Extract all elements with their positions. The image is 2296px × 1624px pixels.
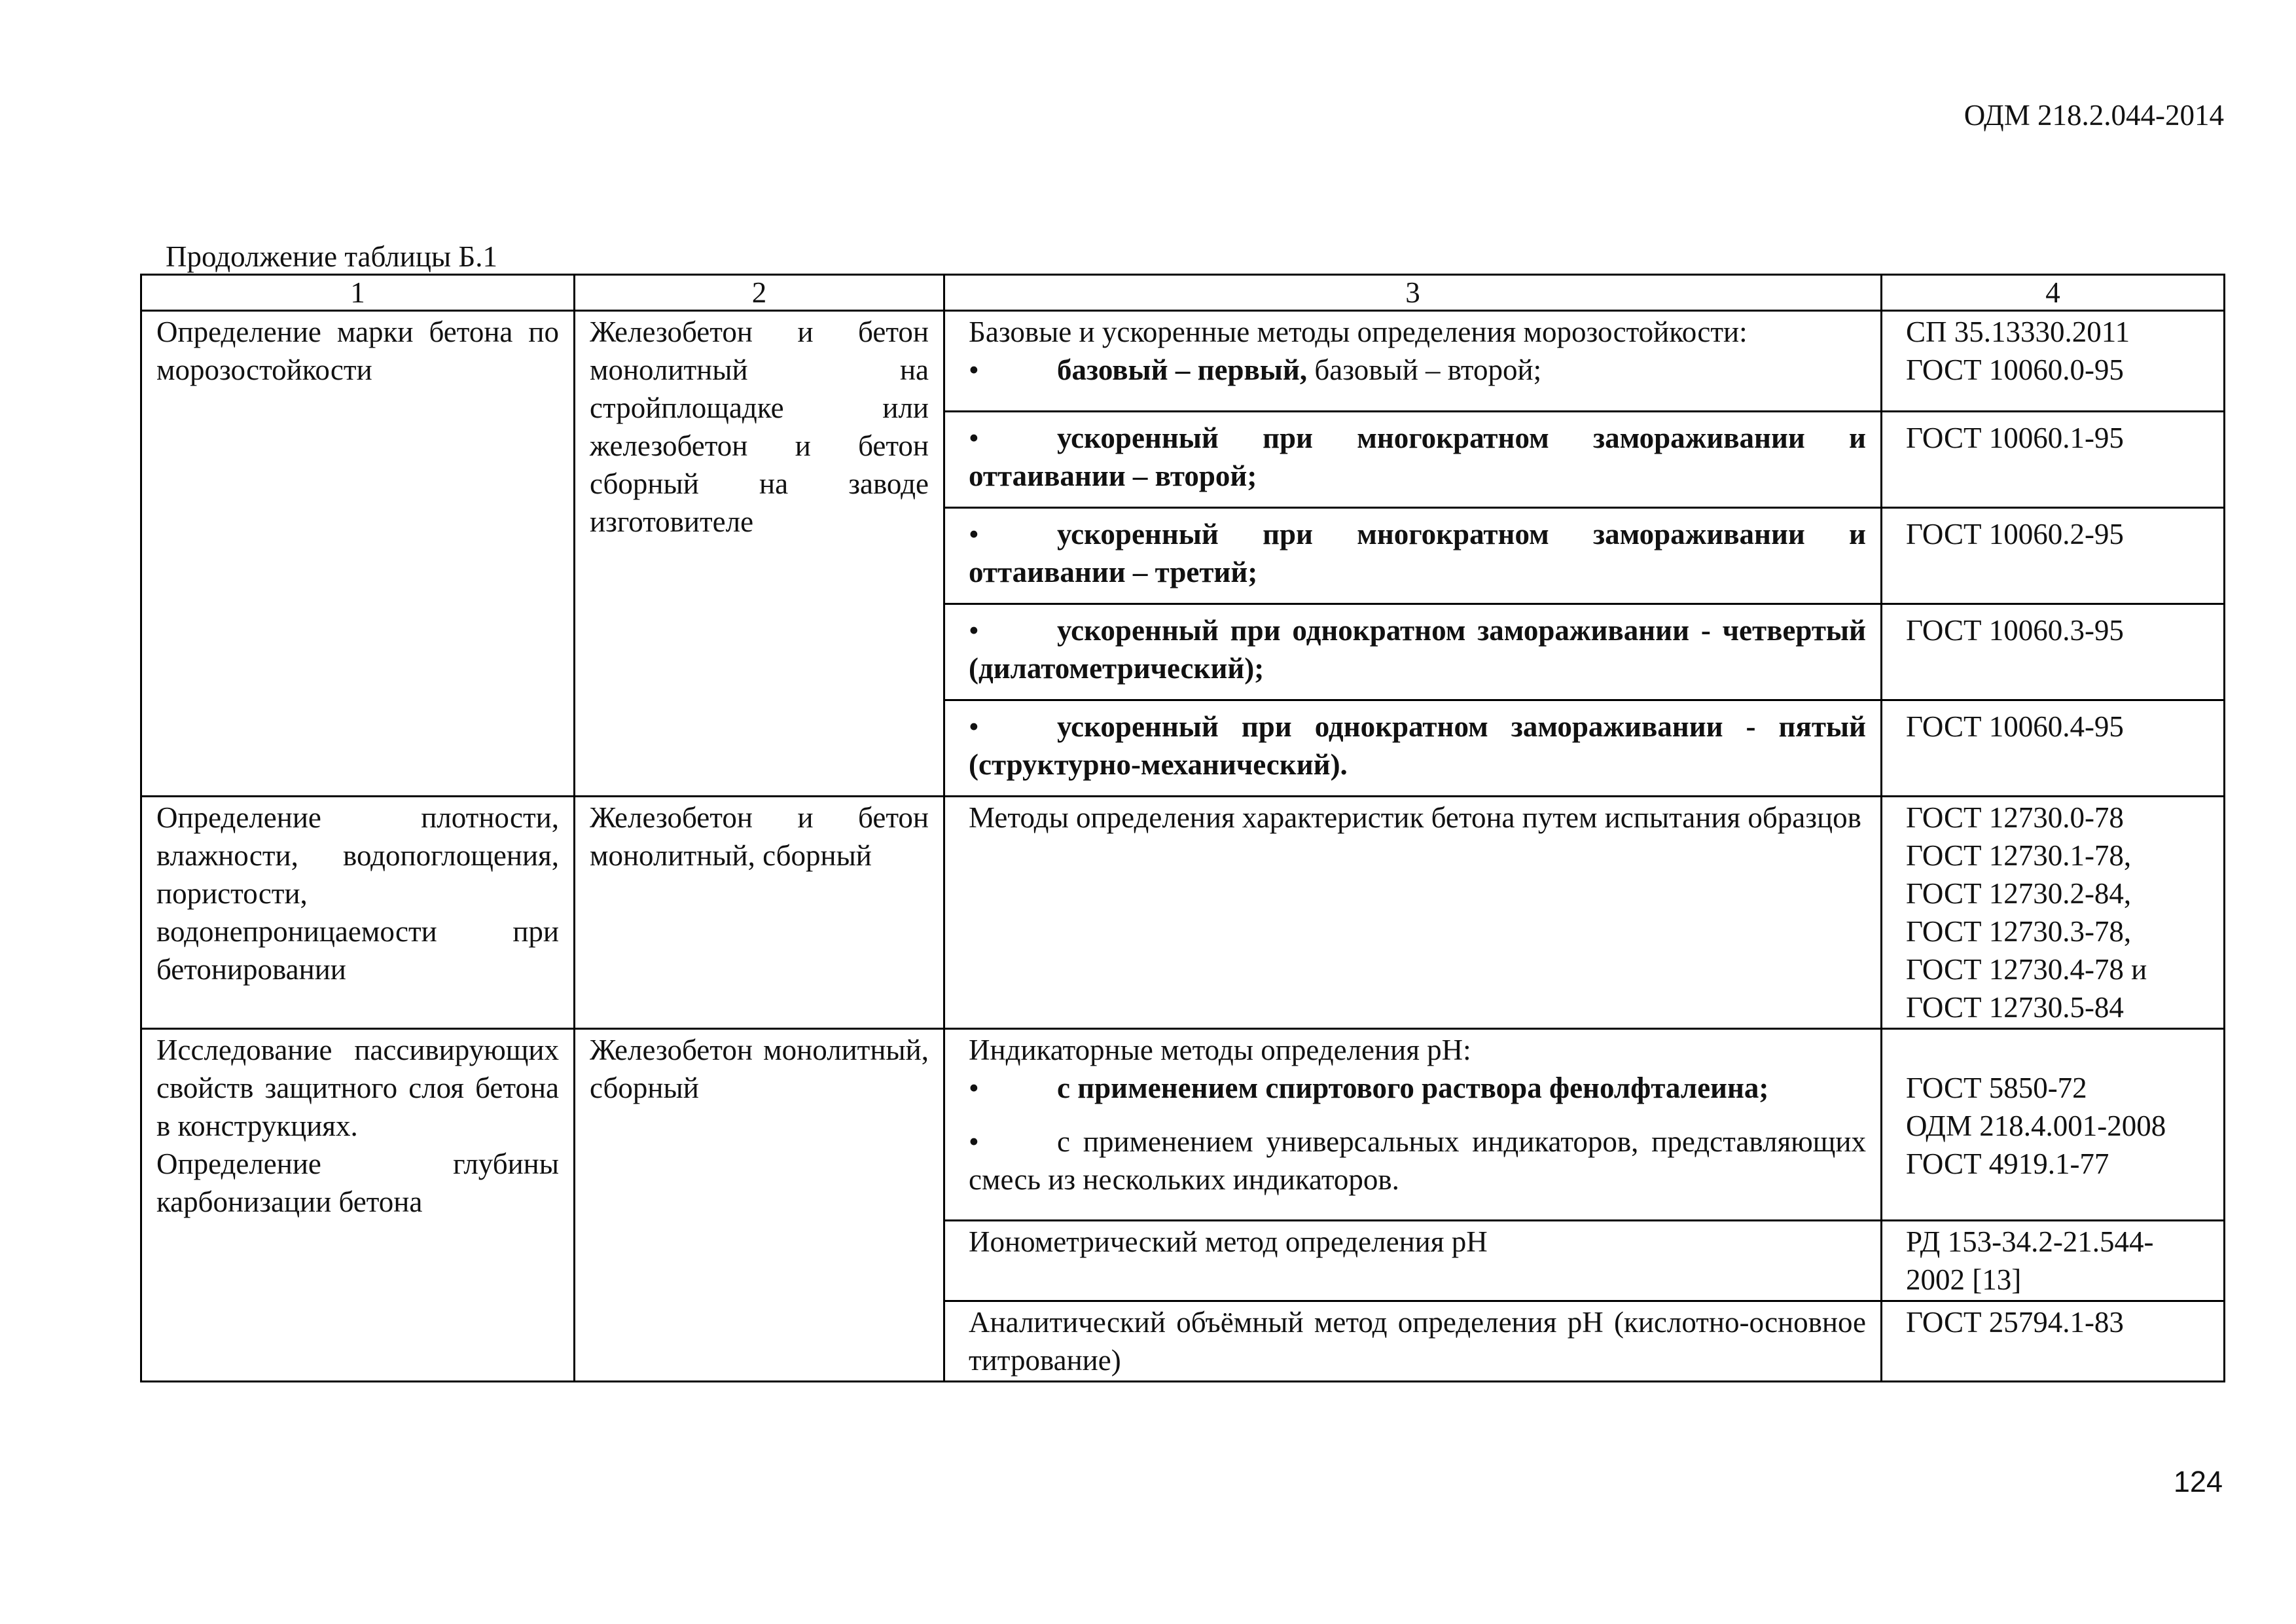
- standard-ref: ГОСТ 10060.2-95: [1906, 518, 2124, 550]
- construction-type-cell: Железобетон и бетон монолитный, сборный: [575, 797, 944, 1029]
- standard-ref: ГОСТ 10060.1-95: [1906, 422, 2124, 454]
- method-cell: Методы определения характеристик бетона путем испытания образцов: [944, 797, 1882, 1029]
- standard-ref: ГОСТ 12730.3-78,: [1906, 915, 2132, 948]
- method-intro: Базовые и ускоренные методы определения морозостойкости:: [969, 316, 1748, 348]
- table-caption: Продолжение таблицы Б.1: [166, 240, 497, 273]
- bullet-icon: •: [969, 710, 979, 743]
- bullet-icon: •: [969, 518, 979, 550]
- method-cell: [944, 508, 1882, 604]
- standard-cell: [1882, 412, 2225, 508]
- method-normal-text: базовый – второй;: [1307, 353, 1542, 386]
- bullet-icon: •: [969, 614, 979, 647]
- standard-ref: ГОСТ 10060.3-95: [1906, 614, 2124, 647]
- standard-cell: [1882, 604, 2225, 700]
- work-type-cell: Определение марки бетона по морозостойкости: [141, 311, 575, 797]
- standard-ref: ГОСТ 5850-72: [1906, 1072, 2087, 1104]
- work-type-cell: Определение плотности, влажности, водопоглощения, пористости, водонепроницаемости при бетонировании: [141, 797, 575, 1029]
- method-cell: [944, 412, 1882, 508]
- standard-cell: [1882, 508, 2225, 604]
- document-code: ОДМ 218.2.044-2014: [1964, 99, 2224, 132]
- standard-cell: [1882, 311, 2225, 412]
- bullet-icon: •: [969, 1072, 979, 1104]
- table-row: [141, 797, 2225, 1029]
- standard-cell: [1882, 797, 2225, 1029]
- method-intro: Индикаторные методы определения рН:: [969, 1034, 1471, 1066]
- table-row: [141, 311, 2225, 412]
- table-row: [141, 1029, 2225, 1221]
- work-type-text: Исследование пассивирующих свойств защитного слоя бетона в конструкциях.: [156, 1034, 559, 1142]
- construction-type-cell: Железобетон монолитный, сборный: [575, 1029, 944, 1382]
- standard-ref: ГОСТ 12730.1-78,: [1906, 839, 2132, 872]
- page-number: 124: [2173, 1465, 2223, 1498]
- method-bold-text: ускоренный при однократном замораживании - четвертый (дилатометрический);: [969, 614, 1866, 685]
- bullet-icon: •: [969, 353, 979, 386]
- methods-table: [140, 274, 2225, 1382]
- standard-cell: [1882, 1029, 2225, 1221]
- work-type-text: Определение глубины карбонизации бетона: [156, 1147, 559, 1218]
- method-cell: [944, 700, 1882, 797]
- column-header-3: 3: [944, 275, 1882, 311]
- standard-ref: ГОСТ 10060.4-95: [1906, 710, 2124, 743]
- method-bold-text: ускоренный при многократном замораживании и оттаивании – третий;: [969, 518, 1866, 588]
- method-bold-text: ускоренный при многократном замораживании и оттаивании – второй;: [969, 422, 1866, 492]
- method-bold-text: базовый – первый,: [1057, 353, 1308, 386]
- standard-cell: [1882, 700, 2225, 797]
- method-bold-text: ускоренный при однократном замораживании - пятый (структурно-механический).: [969, 710, 1866, 781]
- standard-cell: РД 153-34.2-21.544-2002 [13]: [1882, 1221, 2225, 1301]
- table-header-row: [141, 275, 2225, 311]
- method-bold-text: с применением спиртового раствора фенолфталеина;: [1057, 1072, 1769, 1104]
- bullet-icon: •: [969, 1125, 979, 1158]
- standard-cell: ГОСТ 25794.1-83: [1882, 1301, 2225, 1382]
- construction-type-cell: Железобетон и бетон монолитный на стройплощадке или железобетон и бетон сборный на заводе изготовителе: [575, 311, 944, 797]
- work-type-cell: [141, 1029, 575, 1382]
- method-normal-text: с применением универсальных индикаторов, представляющих смесь из нескольких индикаторов.: [969, 1125, 1866, 1196]
- method-cell: [944, 604, 1882, 700]
- column-header-2: 2: [575, 275, 944, 311]
- standard-ref: ОДМ 218.4.001-2008: [1906, 1110, 2166, 1142]
- standard-ref: ГОСТ 4919.1-77: [1906, 1147, 2109, 1180]
- column-header-1: 1: [141, 275, 575, 311]
- method-cell: [944, 1029, 1882, 1221]
- standard-ref: ГОСТ 12730.0-78: [1906, 801, 2124, 834]
- method-cell: Ионометрический метод определения рН: [944, 1221, 1882, 1301]
- method-cell: Аналитический объёмный метод определения рН (кислотно-основное титрование): [944, 1301, 1882, 1382]
- standard-ref: ГОСТ 12730.4-78 и: [1906, 953, 2147, 986]
- bullet-icon: •: [969, 422, 979, 454]
- standard-ref: СП 35.13330.2011: [1906, 316, 2130, 348]
- column-header-4: 4: [1882, 275, 2225, 311]
- standard-ref: ГОСТ 12730.2-84,: [1906, 877, 2132, 910]
- standard-ref: ГОСТ 12730.5-84: [1906, 991, 2124, 1024]
- standard-ref: ГОСТ 10060.0-95: [1906, 353, 2124, 386]
- method-cell: [944, 311, 1882, 412]
